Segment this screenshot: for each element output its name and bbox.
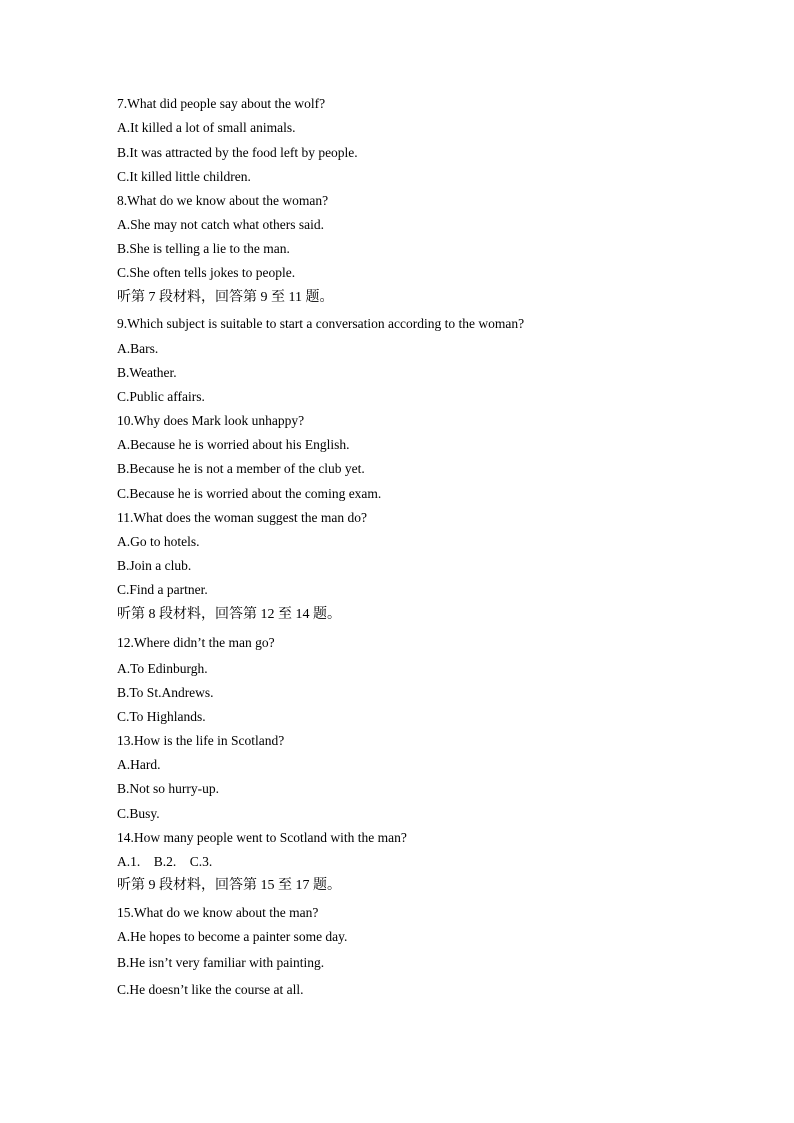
option-9a: A.Bars. [117, 341, 159, 356]
option-8c: C.She often tells jokes to people. [117, 265, 296, 280]
option-15b: B.He isn’t very familiar with painting. [117, 955, 325, 970]
question-13: 13.How is the life in Scotland? [117, 733, 285, 748]
section-heading-7: 听第 7 段材料，回答第 9 至 11 题。 [117, 290, 334, 305]
option-10a: A.Because he is worried about his English. [117, 437, 350, 452]
option-11b: B.Join a club. [117, 558, 192, 573]
option-15c: C.He doesn’t like the course at all. [117, 982, 304, 997]
option-10b: B.Because he is not a member of the club yet. [117, 461, 365, 476]
question-15: 15.What do we know about the man? [117, 905, 319, 920]
option-12a: A.To Edinburgh. [117, 661, 208, 676]
option-9b: B.Weather. [117, 365, 177, 380]
options-14: A.1. B.2. C.3. [117, 854, 213, 869]
option-7c: C.It killed little children. [117, 169, 251, 184]
option-11c: C.Find a partner. [117, 582, 208, 597]
option-7a: A.It killed a lot of small animals. [117, 120, 296, 135]
option-11a: A.Go to hotels. [117, 534, 200, 549]
question-8: 8.What do we know about the woman? [117, 193, 329, 208]
option-9c: C.Public affairs. [117, 389, 205, 404]
option-8b: B.She is telling a lie to the man. [117, 241, 290, 256]
option-13c: C.Busy. [117, 806, 160, 821]
question-10: 10.Why does Mark look unhappy? [117, 413, 305, 428]
option-12b: B.To St.Andrews. [117, 685, 214, 700]
question-12: 12.Where didn’t the man go? [117, 635, 275, 650]
section-heading-9: 听第 9 段材料，回答第 15 至 17 题。 [117, 878, 341, 893]
option-13a: A.Hard. [117, 757, 161, 772]
question-14: 14.How many people went to Scotland with the man? [117, 830, 407, 845]
option-13b: B.Not so hurry-up. [117, 781, 219, 796]
option-12c: C.To Highlands. [117, 709, 206, 724]
question-7: 7.What did people say about the wolf? [117, 96, 326, 111]
question-11: 11.What does the woman suggest the man do? [117, 510, 367, 525]
option-7b: B.It was attracted by the food left by people. [117, 145, 358, 160]
section-heading-8: 听第 8 段材料，回答第 12 至 14 题。 [117, 607, 341, 622]
option-10c: C.Because he is worried about the coming exam. [117, 486, 382, 501]
option-15a: A.He hopes to become a painter some day. [117, 929, 348, 944]
option-8a: A.She may not catch what others said. [117, 217, 324, 232]
question-9: 9.Which subject is suitable to start a conversation according to the woman? [117, 316, 525, 331]
